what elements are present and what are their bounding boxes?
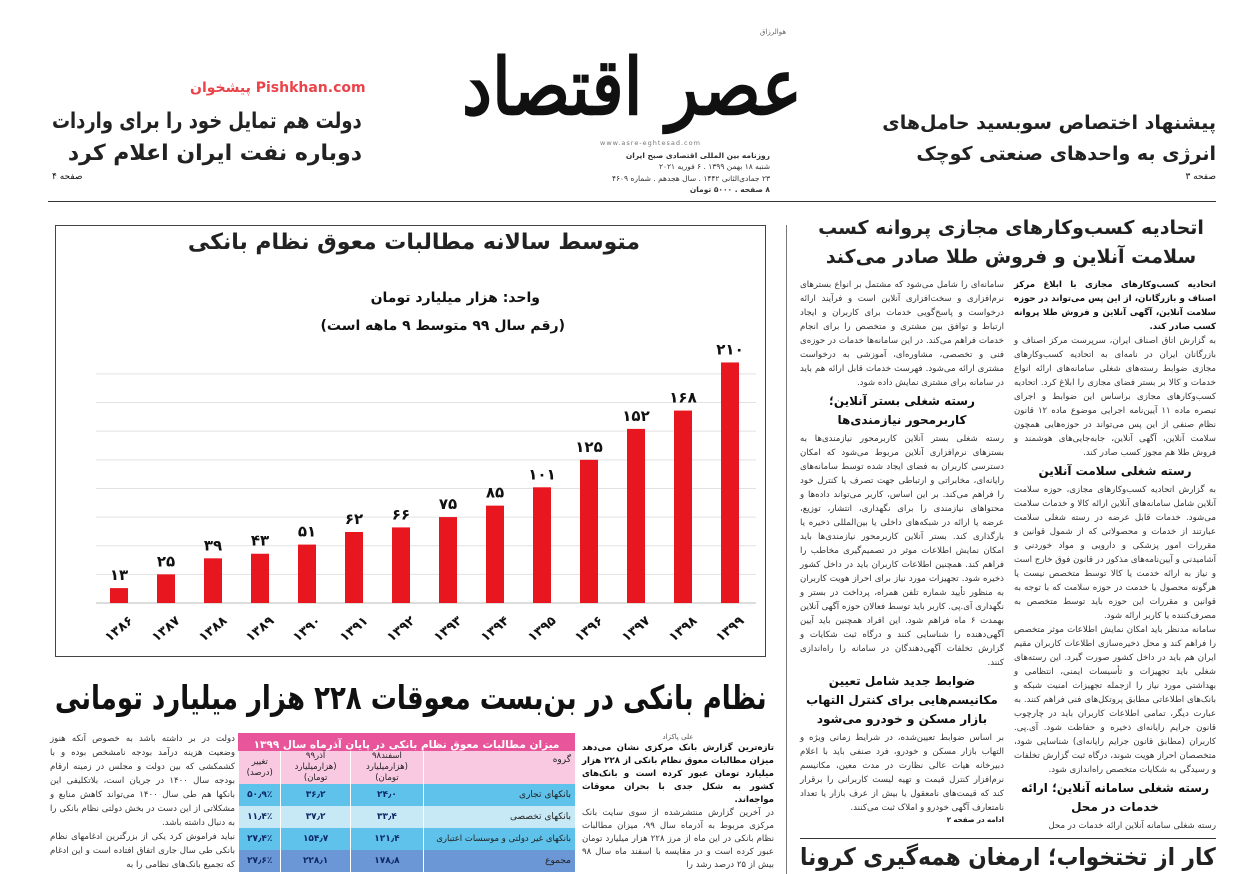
cell-group: بانکهای تجاری — [424, 784, 575, 806]
website: www.asre-eghtesad.com — [600, 139, 701, 147]
cell-value: ۲۲۸٫۱ — [281, 850, 350, 872]
table-row — [239, 828, 576, 850]
col2-paragraph-1: سامانه‌ای را شامل می‌شود که مشتمل بر انواع بسترهای نرم‌افزاری و سخت‌افزاری آنلاین است و فرآیند ارائه درخواست و پاسخ‌گویی خدمات برای کاربران و ایجاد ارتباط و توافق بین مشتری و متخصص را برای انجام خدمات فراهم می‌کند. در این سامانه‌ها خدمات در حوزه‌ی فنی و تخصصی، مشاوره‌ای، آموزشی به درخواست مشتری ارائه می‌شود. فهرست خدمات قابل ارائه هم باید در سامانه برای مشتری نمایش داده شود. — [800, 280, 1004, 388]
article-body: در آخرین گزارش منتشرشده از سوی سایت بانک مرکزی مربوط به آذرماه سال ۹۹، میزان مطالبات نظام بانکی در این ماه از مرز ۲۲۸ هزار میلیارد تومان عبور کرده است و در مقایسه با اسفند ماه سال ۹۸ بیش از ۲۵ درصد رشد را — [582, 808, 774, 870]
top-right-headline-1[interactable]: پیشنهاد اختصاص سوبسید حامل‌های — [882, 112, 1216, 134]
right-column-2 — [800, 278, 1004, 825]
data-label: ۱۲۵ — [575, 437, 603, 456]
chart-box — [55, 225, 766, 657]
x-tick-label: ۱۳۹۱ — [337, 613, 372, 646]
bar — [533, 487, 551, 603]
watermark: پیشخوان Pishkhan.com — [190, 80, 366, 96]
bar — [627, 429, 645, 603]
bar — [110, 588, 128, 603]
top-left-page-ref: صفحه ۴ — [52, 172, 83, 182]
left-column — [50, 732, 235, 872]
data-label: ۴۳ — [250, 531, 270, 550]
cell-value: ۲۷٫۶٪ — [239, 850, 281, 872]
bar — [439, 517, 457, 603]
x-tick-label: ۱۳۹۷ — [619, 613, 654, 646]
main-headline[interactable]: نظام بانکی در بن‌بست معوقات ۲۲۸ هزار میلیارد تومانی — [55, 678, 767, 717]
header-azar99: آذر۹۹ (هزارمیلیارد تومان) — [281, 751, 350, 784]
table — [238, 751, 575, 872]
cell-group: بانکهای تخصصی — [424, 806, 575, 828]
masthead-tagline: هوالرزاق — [760, 28, 787, 36]
left-paragraph-2: نباید فراموش کرد یکی از بزرگترین ادغامهای نظام بانکی طی سال جاری اتفاق افتاده است و این ادغام که تجمیع بانک‌های نظامی را به — [50, 832, 235, 870]
data-label: ۷۵ — [438, 495, 458, 514]
price-line: ۸ صفحه . ۵۰۰۰ تومان — [689, 185, 770, 194]
data-label: ۱۳ — [109, 566, 129, 585]
continued-link[interactable]: ادامه در صفحه ۲ — [946, 816, 1004, 824]
bar — [486, 506, 504, 603]
newspaper-logo: عصر اقتصاد — [461, 42, 802, 133]
x-tick-label: ۱۳۸۸ — [196, 613, 231, 646]
cell-value: ۲۴٫۰ — [350, 784, 423, 806]
cell-value: ۱۱٫۴٪ — [239, 806, 281, 828]
table-row — [239, 784, 576, 806]
bar — [674, 411, 692, 603]
table-row — [239, 806, 576, 828]
right-column-1 — [1014, 278, 1216, 833]
bar — [721, 362, 739, 603]
data-label: ۲۱۰ — [716, 340, 744, 359]
x-tick-label: ۱۳۹۸ — [666, 613, 701, 646]
bar — [392, 527, 410, 603]
cell-group: بانکهای غیر دولتی و موسسات اعتباری — [424, 828, 575, 850]
bar — [157, 574, 175, 603]
subheading-online-platform: رسته شغلی بستر آنلاین؛ کاربرمحور نیازمندی‌ها — [829, 394, 975, 427]
top-right-story[interactable] — [880, 108, 1216, 182]
cell-value: ۳۳٫۴ — [350, 806, 423, 828]
table-title: میزان مطالبات معوق نظام بانکی در پایان آذرماه سال ۱۳۹۹ — [253, 739, 560, 751]
top-left-story[interactable] — [52, 106, 362, 182]
bar-chart — [56, 226, 767, 658]
header-group: گروه — [424, 751, 575, 784]
top-right-headline-2[interactable]: انرژی به واحدهای صنعتی کوچک — [916, 143, 1216, 165]
top-left-headline-1[interactable]: دولت هم تمایل خود را برای واردات — [52, 109, 362, 134]
cell-value: ۱۲۱٫۴ — [350, 828, 423, 850]
data-label: ۶۶ — [391, 505, 411, 524]
data-label: ۸۵ — [485, 483, 505, 502]
x-tick-label: ۱۳۹۰ — [290, 613, 325, 646]
paper-description: روزنامه بین المللی اقتصادی صبح ایران — [625, 150, 770, 160]
col2-paragraph-2: رسته شغلی بستر آنلاین کاربرمحور نیازمندی‌ها به بسترهای نرم‌افزاری آنلاین مربوط می‌شود که امکان دسترسی کاربران به فضای ایجاد شده توسط سامانه‌های رایانه‌ای، مخابراتی و ارتباطی جهت تصرف یا کنترل خود را فراهم می‌کند. بر این اساس، کاربر می‌تواند داده‌ها و محتواهای نیازمندی را برای نگهداری، انتشار، توزیع، عرضه یا ارائه در شبکه‌های داخلی یا بین‌المللی ذخیره یا بارگذاری کند. بستر آنلاین کاربرمحور نیازمندی‌ها باید امکان نمایش اطلاعات موثر در تصمیم‌گیری مخاطب را فراهم کند. همچنین اطلاعات کاربران باید در داخل کشور ذخیره شود. تجهیزات مورد نیاز برای احراز هویت کاربران به منظور تأیید شماره تلفن همراه، پرداخت در بستر و نگهداری آی.پی. کاربر باید توسط فعالان حوزه آگهی آنلاین بهمدت ۶ ماه فراهم شود. این افراد همچنین باید آیین آگهی‌دهنده را شناسایی کنند و درگاه ثبت شکایات و گزارش تخلفات آگهی‌دهندگان در سامانه را راه‌اندازی کنند. — [800, 434, 1004, 668]
cell-value: ۳۶٫۲ — [281, 784, 350, 806]
left-paragraph-1: دولت در بر داشته باشد به خصوص آنکه هنوز وضعیت هزینه درآمد بودجه نامشخص بوده و با کشمکشی که بین دولت و مجلس در زمینه ارقام بودجه سال ۱۴۰۰ در جریان است، بلاتکلیفی این بانکها هم طی سال ۱۴۰۰ می‌تواند کاهش منابع و مشکلاتی از این دست در بخش دولتی نظام بانکی را به دنبال داشته باشد. — [50, 734, 235, 828]
data-label: ۲۵ — [156, 552, 176, 571]
x-tick-label: ۱۳۹۴ — [478, 613, 513, 646]
data-label: ۱۵۲ — [622, 406, 650, 425]
x-tick-label: ۱۳۹۹ — [713, 613, 748, 646]
bottom-divider — [800, 838, 1216, 839]
masthead-info — [600, 138, 770, 196]
right-paragraph-1: به گزارش اتاق اصناف ایران، سرپرست مرکز اصناف و بازرگانان ایران در نامه‌ای به اتحادیه کسب‌وکارهای مجازی ضوابط رسته‌های شغلی سامانه‌های ارائه انواع خدمات و کالا بر بستر فضای مجازی را ابلاغ کرد. اتحادیه کسب‌وکارهای مجازی براساس این ضوابط و اجرای تبصره ماده ۱۱ آیین‌نامه اجرایی موضوع ماده ۱۲ قانون نظام صنفی از این پس می‌تواند در حوزه‌هایی همچون سلامت آنلاین، آگهی آنلاین، جابه‌جایی‌های هوشمند و فروش طلا هم مجوز کسب صادر کند. — [1014, 336, 1216, 458]
issue-line: ۲۳ جمادی‌الثانی ۱۴۴۲ . سال هجدهم . شماره ۴۶۰۹ — [611, 173, 770, 183]
x-tick-label: ۱۳۹۲ — [384, 613, 419, 646]
top-left-headline-2[interactable]: دوباره نفت ایران اعلام کرد — [67, 141, 362, 166]
data-label: ۳۹ — [203, 536, 223, 555]
bar — [580, 460, 598, 603]
bar — [298, 545, 316, 603]
bar — [345, 532, 363, 603]
cell-value: ۲۷٫۴٪ — [239, 828, 281, 850]
right-paragraph-4: رسته شغلی سامانه آنلاین ارائه خدمات در محل — [1048, 821, 1216, 831]
right-lead: اتحادیه کسب‌وکارهای مجازی با ابلاغ مرکز اصناف و بازرگانان، از این پس می‌تواند در حوزه سلامت آنلاین، آگهی آنلاین و فروش طلا پروانه کسب صادر کند. — [1014, 280, 1216, 332]
cell-group: مجموع — [424, 850, 575, 872]
cell-value: ۵۰٫۹٪ — [239, 784, 281, 806]
chart-subtitle-1: واحد: هزار میلیارد تومان — [370, 290, 540, 306]
cell-value: ۱۷۸٫۸ — [350, 850, 423, 872]
bar — [204, 558, 222, 603]
date-line: شنبه ۱۸ بهمن ۱۳۹۹ . ۶ فوریه ۲۰۲۱ — [658, 162, 770, 171]
main-article[interactable] — [582, 732, 774, 872]
data-label: ۱۰۱ — [528, 465, 556, 484]
data-label: ۵۱ — [297, 522, 317, 541]
subheading-new-rules: ضوابط جدید شامل تعیین مکانیسم‌هایی برای کنترل التهاب بازار مسکن و خودرو می‌شود — [806, 674, 998, 726]
x-tick-label: ۱۳۹۳ — [431, 613, 466, 646]
article-lead: تازه‌ترین گزارش بانک مرکزی نشان می‌دهد میزان مطالبات معوق نظام بانکی از ۲۲۸ هزار میلیارد تومان عبور کرده است و بانک‌های کشور به شکل جدی با بحران معوقات مواجه‌اند. — [582, 743, 774, 805]
right-paragraph-2: به گزارش اتحادیه کسب‌وکارهای مجازی، حوزه سلامت آنلاین شامل سامانه‌های آنلاین ارائه کالا و خدمات سلامت می‌شود. خدمات قابل عرضه در رسته شغلی سلامت عبارتند از خدمات و محصولاتی که از شمول قوانین و مقررات امور پزشکی و دارویی و مواد خوردنی و آشامیدنی و آیین‌نامه‌های مذکور در قانون فوق خارج است و نیاز به ارائه خدمت یا کالا توسط متخصص نیست یا هرگونه محصول یا خدمت در حوزه سلامت که با توجه به قوانین و مقررات این حوزه باید توسط متخصص به مصرف‌کننده یا کاربر ارائه شود. — [1014, 485, 1216, 621]
right-headline[interactable]: اتحادیه کسب‌وکارهای مجازی پروانه کسب سلامت آنلاین و فروش طلا صادر می‌کند — [818, 217, 1204, 268]
x-tick-label: ۱۳۸۷ — [149, 613, 184, 646]
overdue-table — [238, 733, 575, 872]
x-tick-label: ۱۳۸۹ — [243, 613, 278, 646]
x-tick-label: ۱۳۸۶ — [102, 613, 137, 646]
subheading-online-health: رسته شغلی سلامت آنلاین — [1038, 464, 1192, 478]
cell-value: ۳۷٫۲ — [281, 806, 350, 828]
data-label: ۶۲ — [344, 509, 364, 528]
data-label: ۱۶۸ — [669, 388, 697, 407]
top-right-page-ref: صفحه ۳ — [1185, 172, 1216, 182]
right-paragraph-3: سامانه مدنظر باید امکان نمایش اطلاعات موثر متخصص را فراهم کند و محل ذخیره‌سازی اطلاعات کاربران مقیم ایران هم باید در داخل کشور صورت گیرد. این رسته‌های شغلی باید تجهیزات و تأسیسات ایمنی، انتظامی و بهداشتی مورد نیاز را ازجمله تجهیزات امنیت شبکه و بانک‌های اطلاعاتی مطابق پروتکل‌های فنی فراهم کنند. به عبارت دیگر، تمامی اطلاعات کاربران باید در چارچوب قانون جرایم رایانه‌ای ذخیره و حفاظت شود. آی.پی. کاربران (مطابق قانون جرایم رایانه‌ای) شناسایی شود، متخصصان احراز هویت شوند، درگاه ثبت گزارش تخلفات و رسیدگی به شکایات متخصص راه‌اندازی شود. — [1014, 625, 1216, 775]
chart-title: متوسط سالانه مطالبات معوق نظام بانکی — [187, 230, 640, 255]
col2-paragraph-3: بر اساس ضوابط تعیین‌شده، در شرایط زمانی ویژه و التهاب بازار مسکن و خودرو، فرد صنفی باید با اعلام دبیرخانه هیات عالی نظارت در مدت معین، مکانیسم نرم‌افزار کنترل قیمت و تهیه لیست کاربرانی را برقرار کند که قیمت‌های نامعقول یا بیش از عرف بازار یا تعداد نامتعارف آگهی خودرو و املاک ثبت می‌کنند. — [800, 733, 1004, 813]
column-divider — [786, 225, 787, 874]
subheading-onsite-services: رسته شغلی سامانه آنلاین؛ ارائه خدمات در محل — [1021, 781, 1209, 814]
bottom-headline[interactable]: کار از تختخواب؛ ارمغان همه‌گیری کرونا — [800, 843, 1216, 871]
header-change: تغییر (درصد) — [239, 751, 281, 784]
chart-subtitle-2: (رقم سال ۹۹ متوسط ۹ ماهه است) — [320, 318, 565, 334]
bar — [251, 554, 269, 603]
author: علی پاکزاد — [662, 733, 694, 741]
cell-value: ۱۵۴٫۷ — [281, 828, 350, 850]
table-row — [239, 850, 576, 872]
masthead-divider — [48, 201, 1216, 202]
x-tick-label: ۱۳۹۵ — [525, 613, 560, 646]
x-tick-label: ۱۳۹۶ — [572, 613, 607, 646]
header-esfand98: اسفند۹۸ (هزارمیلیارد تومان) — [350, 751, 423, 784]
